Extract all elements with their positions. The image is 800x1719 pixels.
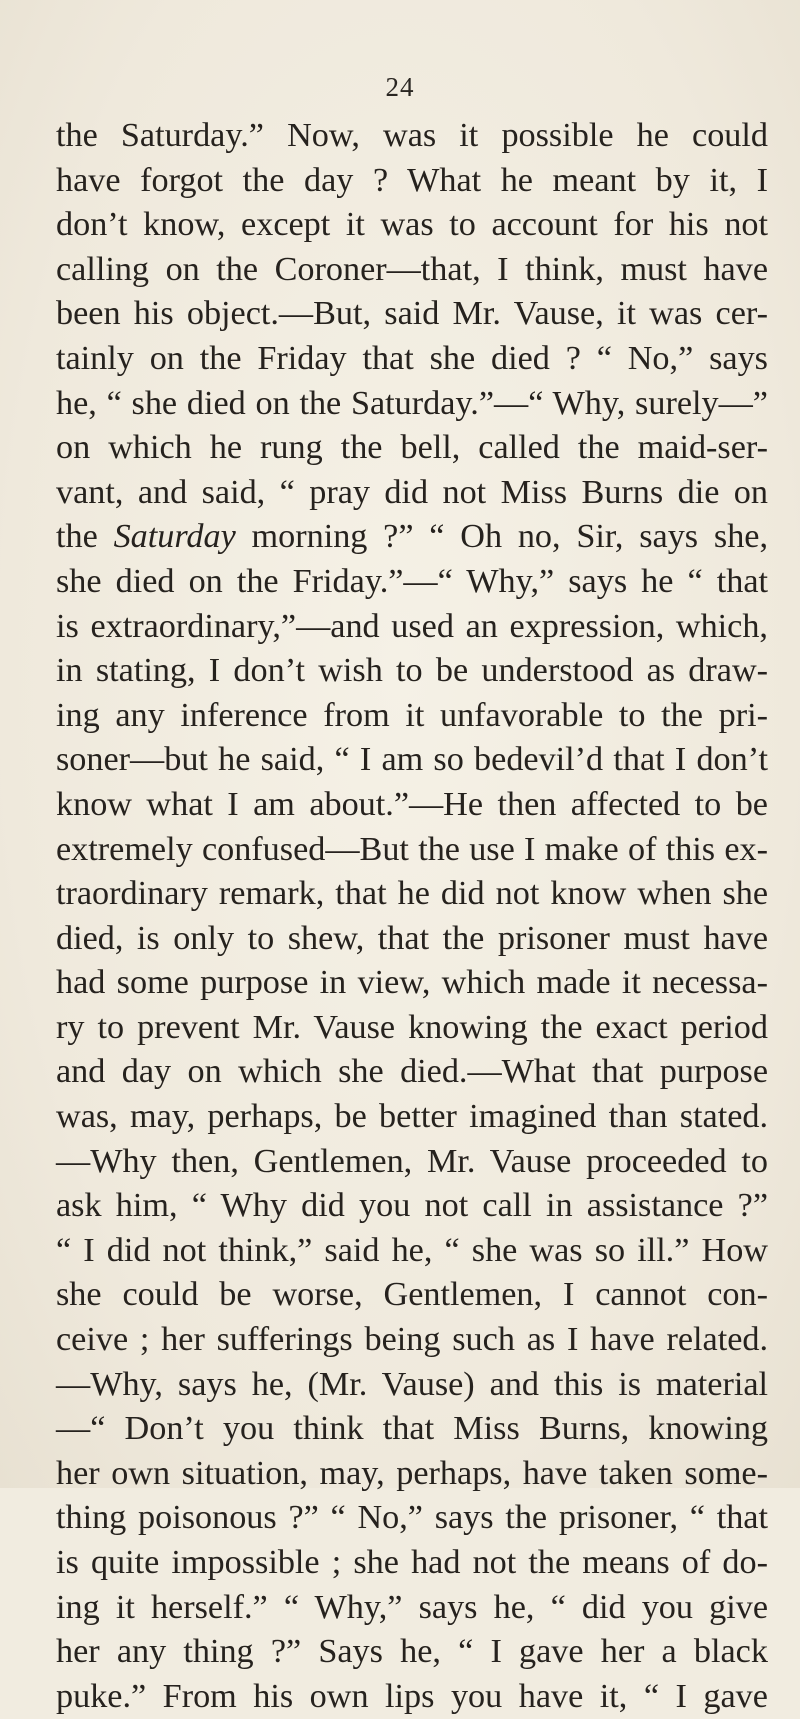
text-line: her own situation, may, perhaps, have taken some-	[56, 1454, 768, 1492]
text-line: traordinary remark, that he did not know when she	[56, 875, 769, 913]
text-line: is quite impossible ; she had not the means of do-	[56, 1544, 768, 1581]
text-line: he, “ she died on the Saturday.”—“ Why, surely—”	[56, 384, 768, 422]
text-line: in stating, I don’t wish to be understood as draw-	[56, 652, 769, 690]
page-number: 24	[385, 72, 415, 102]
text-line: thing poisonous ?” “ No,” says the prisoner, “ that	[56, 1499, 768, 1537]
text-line: extremely confused—But the use I make of this ex-	[56, 830, 769, 868]
text-line: on which he rung the bell, called the maid-ser-	[56, 429, 768, 467]
text-line: the Saturday.” Now, was it possible he could	[56, 117, 768, 154]
text-line: soner—but he said, “ I am so bedevil’d that I don’t	[56, 741, 769, 779]
text-line: calling on the Coroner—that, I think, must have	[56, 250, 769, 288]
text-line: “ I did not think,” said he, “ she was so ill.” How	[56, 1231, 768, 1269]
italic-word: Saturday	[113, 518, 236, 556]
text-line: the Saturday morning ?” “ Oh no, Sir, says she,	[56, 518, 769, 556]
text-line: she died on the Friday.”—“ Why,” says he “ that	[56, 562, 769, 600]
text-line: ask him, “ Why did you not call in assistance ?”	[56, 1187, 769, 1225]
text-line: was, may, perhaps, be better imagined than stated.	[56, 1098, 769, 1136]
text-line: ceive ; her sufferings being such as I have related.	[56, 1321, 769, 1359]
text-line: is extraordinary,”—and used an expression, which,	[56, 607, 768, 645]
body-text	[56, 114, 768, 1719]
text-line: have forgot the day ? What he meant by it, I	[56, 161, 768, 199]
text-line: had some purpose in view, which made it necessa-	[56, 964, 768, 1002]
text-line: her any thing ?” Says he, “ I gave her a black	[56, 1633, 768, 1671]
text-line: she could be worse, Gentlemen, I cannot con-	[56, 1276, 768, 1314]
text-line: tainly on the Friday that she died ? “ No,” says	[56, 339, 768, 377]
text-line: —“ Don’t you think that Miss Burns, knowing	[56, 1410, 769, 1448]
text-line: and day on which she died.—What that purpose	[56, 1053, 769, 1091]
text-line: ing any inference from it unfavorable to the pri-	[56, 696, 768, 734]
text-line: been his object.—But, said Mr. Vause, it was cer-	[56, 295, 768, 333]
text-line: vant, and said, “ pray did not Miss Burns die on	[56, 473, 768, 511]
text-line: died, is only to shew, that the prisoner must have	[56, 919, 768, 957]
text-line: —Why then, Gentlemen, Mr. Vause proceeded to	[56, 1142, 769, 1180]
text-line: don’t know, except it was to account for his not	[56, 206, 769, 244]
text-line: puke.” From his own lips you have it, “ I gave	[56, 1677, 768, 1715]
text-line: ry to prevent Mr. Vause knowing the exact period	[56, 1008, 768, 1046]
text-line: know what I am about.”—He then affected to be	[56, 785, 768, 823]
text-line: —Why, says he, (Mr. Vause) and this is material	[56, 1365, 769, 1403]
text-line: ing it herself.” “ Why,” says he, “ did you give	[56, 1588, 768, 1626]
